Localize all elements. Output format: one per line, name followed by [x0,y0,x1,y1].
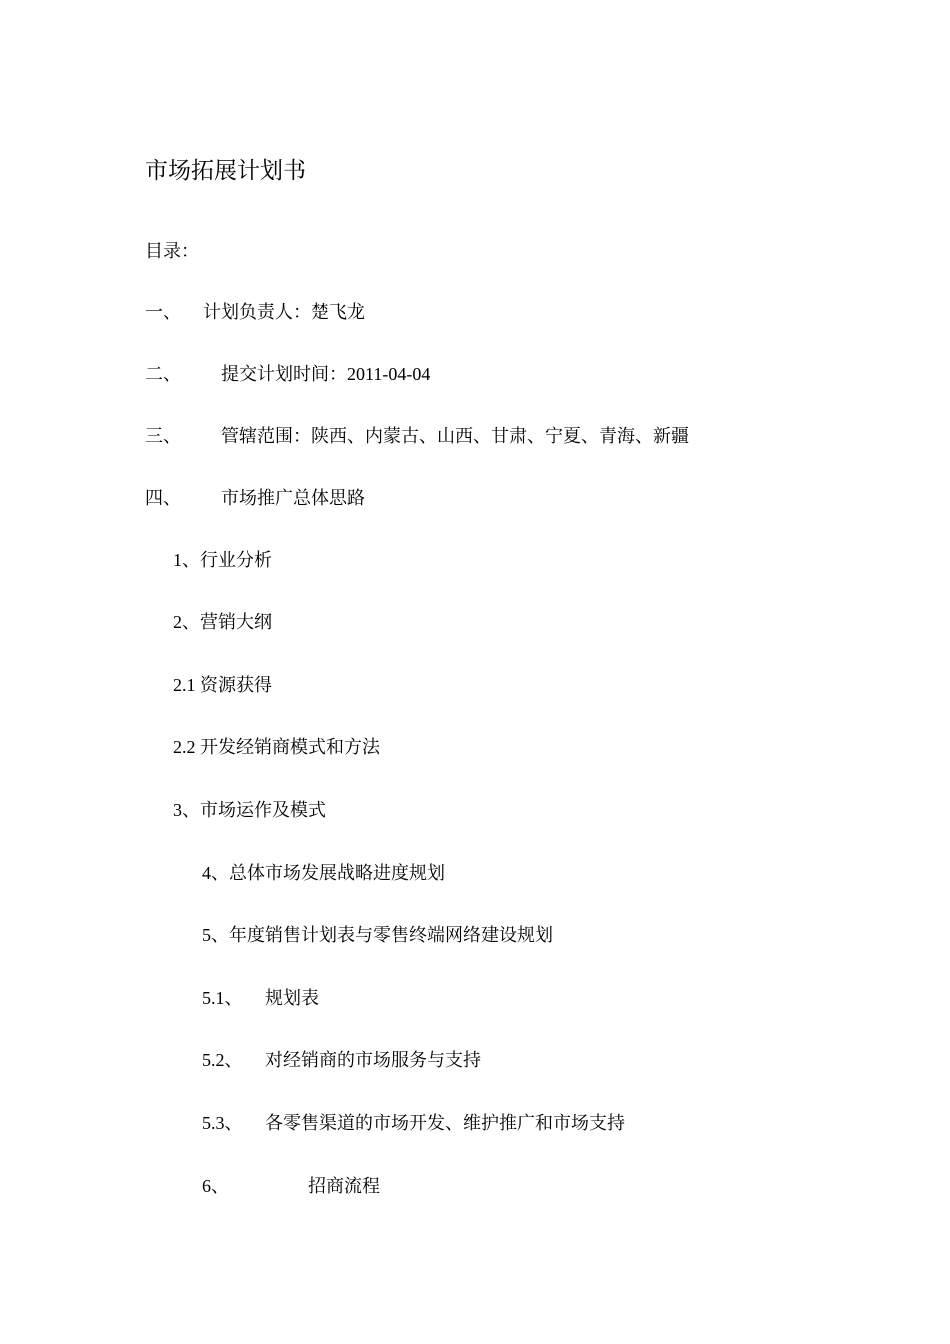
toc-item-text: 管辖范围：陕西、内蒙古、山西、甘肃、宁夏、青海、新疆 [221,426,689,446]
toc-subitem: 2、营销大纲 [173,612,272,632]
toc-item [0,985,950,1011]
toc-item-text: 提交计划时间：2011-04-04 [221,364,431,384]
toc-item [0,485,950,511]
toc-item-number: 5.2、 [202,1050,243,1070]
toc-subitem: 3、市场运作及模式 [173,800,326,820]
toc-subitem: 2.1 资源获得 [173,675,272,695]
toc-item [0,423,950,449]
toc-item-text: 市场推广总体思路 [221,488,365,508]
toc-item-number: 5.3、 [202,1113,243,1133]
toc-subitem: 2.2 开发经销商模式和方法 [173,737,380,757]
toc-item-text: 各零售渠道的市场开发、维护推广和市场支持 [265,1113,625,1133]
toc-item-text: 招商流程 [308,1176,380,1196]
toc-subitem: 4、总体市场发展战略进度规划 [202,863,445,883]
document-title: 市场拓展计划书 [145,158,306,183]
toc-item-number: 四、 [145,488,181,508]
toc-item-text: 对经销商的市场服务与支持 [265,1050,481,1070]
toc-item [0,299,950,325]
toc-item-number: 三、 [145,426,181,446]
toc-item-number: 6、 [202,1176,229,1196]
toc-item-text: 规划表 [265,988,319,1008]
toc-item [0,1047,950,1073]
toc-subitem: 1、行业分析 [173,550,272,570]
toc-item-number: 一、 [145,302,181,322]
toc-item-number: 二、 [145,364,181,384]
toc-item-number: 5.1、 [202,988,243,1008]
toc-item-text: 计划负责人：楚飞龙 [203,302,365,322]
toc-subitem: 5、年度销售计划表与零售终端网络建设规划 [202,925,553,945]
toc-item [0,1173,950,1199]
toc-item [0,361,950,387]
toc-item [0,1110,950,1136]
toc-label: 目录： [145,241,199,261]
